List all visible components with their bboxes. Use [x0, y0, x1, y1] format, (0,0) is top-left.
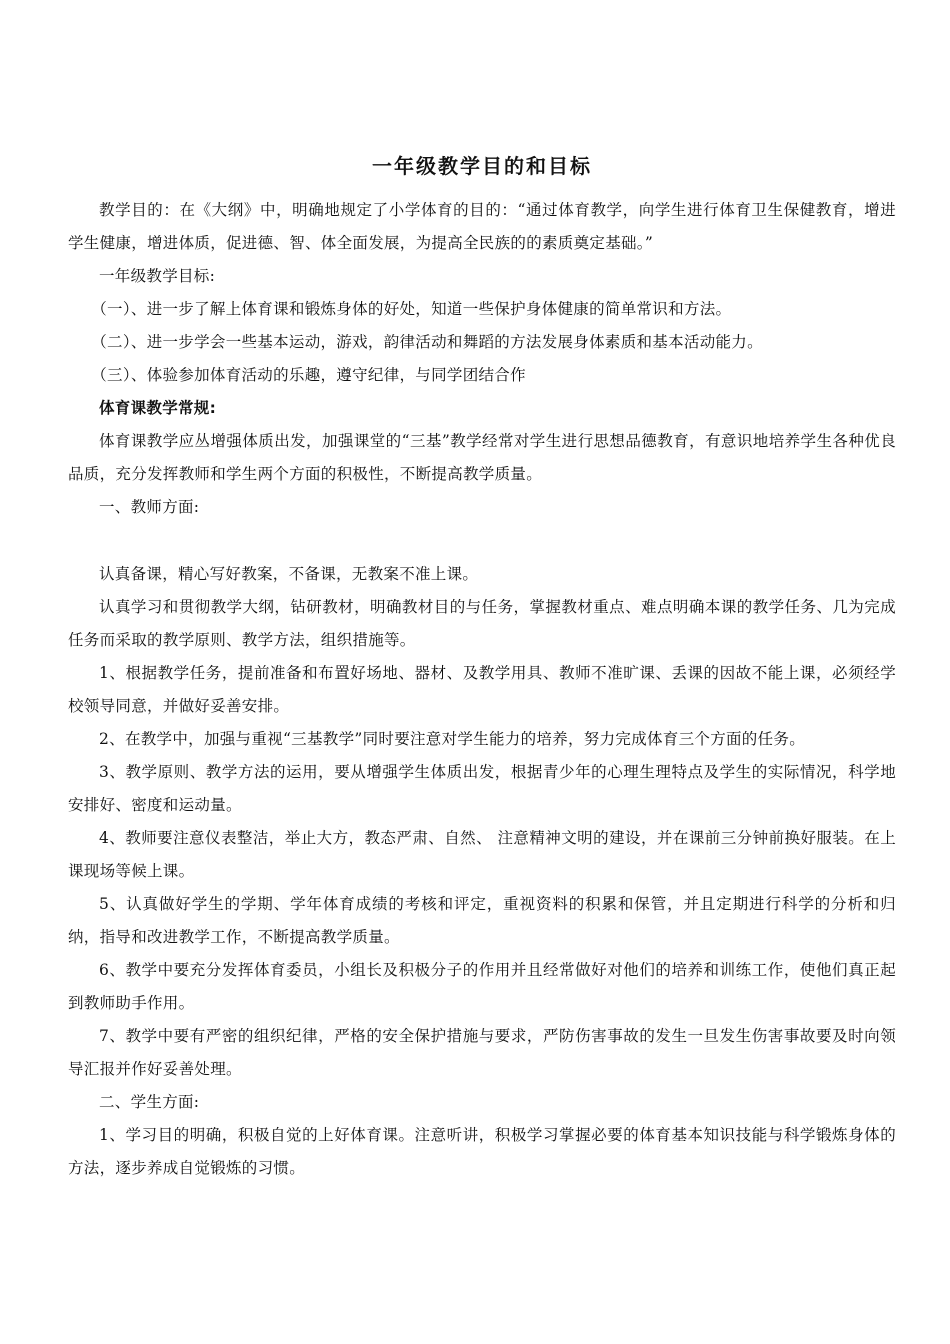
document-page	[68, 148, 896, 1185]
paragraph-teacher-item-7: 7、教学中要有严密的组织纪律，严格的安全保护措施与要求，严防伤害事故的发生一旦发生伤害事故要及时向领导汇报并作好妥善处理。	[68, 1027, 896, 1078]
paragraph-teacher-item-2: 2、在教学中，加强与重视“三基教学”同时要注意对学生能力的培养，努力完成体育三个方面的任务。	[99, 730, 806, 748]
paragraph-teacher-item-4: 4、教师要注意仪表整洁，举止大方，教态严肃、自然、 注意精神文明的建设，并在课前三分钟前换好服装。在上课现场等候上课。	[68, 829, 896, 880]
paragraph-teaching-purpose: 教学目的：在《大纲》中，明确地规定了小学体育的目的：“通过体育教学，向学生进行体育卫生保健教育，增进学生健康，增进体质，促进德、智、体全面发展，为提高全民族的的素质奠定基础。”	[68, 201, 896, 252]
paragraph-routine-heading: 体育课教学常规:	[99, 399, 217, 417]
blank-line	[68, 524, 896, 558]
paragraph-study-syllabus: 认真学习和贯彻教学大纲，钻研教材，明确教材目的与任务，掌握教材重点、难点明确本课的教学任务、几为完成任务而采取的教学原则、教学方法，组织措施等。	[68, 598, 896, 649]
paragraph-teacher-item-5: 5、认真做好学生的学期、学年体育成绩的考核和评定，重视资料的积累和保管，并且定期进行科学的分析和归纳，指导和改进教学工作，不断提高教学质量。	[68, 895, 896, 946]
paragraph-goal-2: （二）、进一步学会一些基本运动，游戏，韵律活动和舞蹈的方法发展身体素质和基本活动能力。	[91, 333, 763, 351]
paragraph-teacher-item-1: 1、根据教学任务，提前准备和布置好场地、器材、及教学用具、教师不准旷课、丢课的因故不能上课，必须经学校领导同意，并做好妥善安排。	[68, 664, 896, 715]
paragraph-teacher-item-3: 3、教学原则、教学方法的运用，要从增强学生体质出发，根据青少年的心理生理特点及学生的实际情况，科学地安排好、密度和运动量。	[68, 763, 896, 814]
paragraph-teacher-item-6: 6、教学中要充分发挥体育委员，小组长及积极分子的作用并且经常做好对他们的培养和训练工作，使他们真正起到教师助手作用。	[68, 961, 896, 1012]
paragraph-goal-3: （三）、体验参加体育活动的乐趣，遵守纪律，与同学团结合作	[91, 366, 526, 384]
paragraph-routine-intro: 体育课教学应丛增强体质出发，加强课堂的“三基”教学经常对学生进行思想品德教育，有意识地培养学生各种优良品质，充分发挥教师和学生两个方面的积极性，不断提高教学质量。	[68, 432, 896, 483]
document-title: 一年级教学目的和目标	[372, 154, 592, 178]
paragraph-goal-1: （一）、进一步了解上体育课和锻炼身体的好处，知道一些保护身体健康的简单常识和方法。	[91, 300, 732, 318]
paragraph-grade-one-goals-heading: 一年级教学目标:	[99, 267, 216, 285]
paragraph-prepare-lessons: 认真备课，精心写好教案，不备课，无教案不准上课。	[99, 565, 479, 583]
paragraph-student-item-1: 1、学习目的明确，积极自觉的上好体育课。注意听讲，积极学习掌握必要的体育基本知识技能与科学锻炼身体的方法，逐步养成自觉锻炼的习惯。	[68, 1126, 896, 1177]
paragraph-student-heading: 二、学生方面:	[99, 1093, 200, 1111]
paragraph-teacher-heading: 一、教师方面:	[99, 498, 200, 516]
